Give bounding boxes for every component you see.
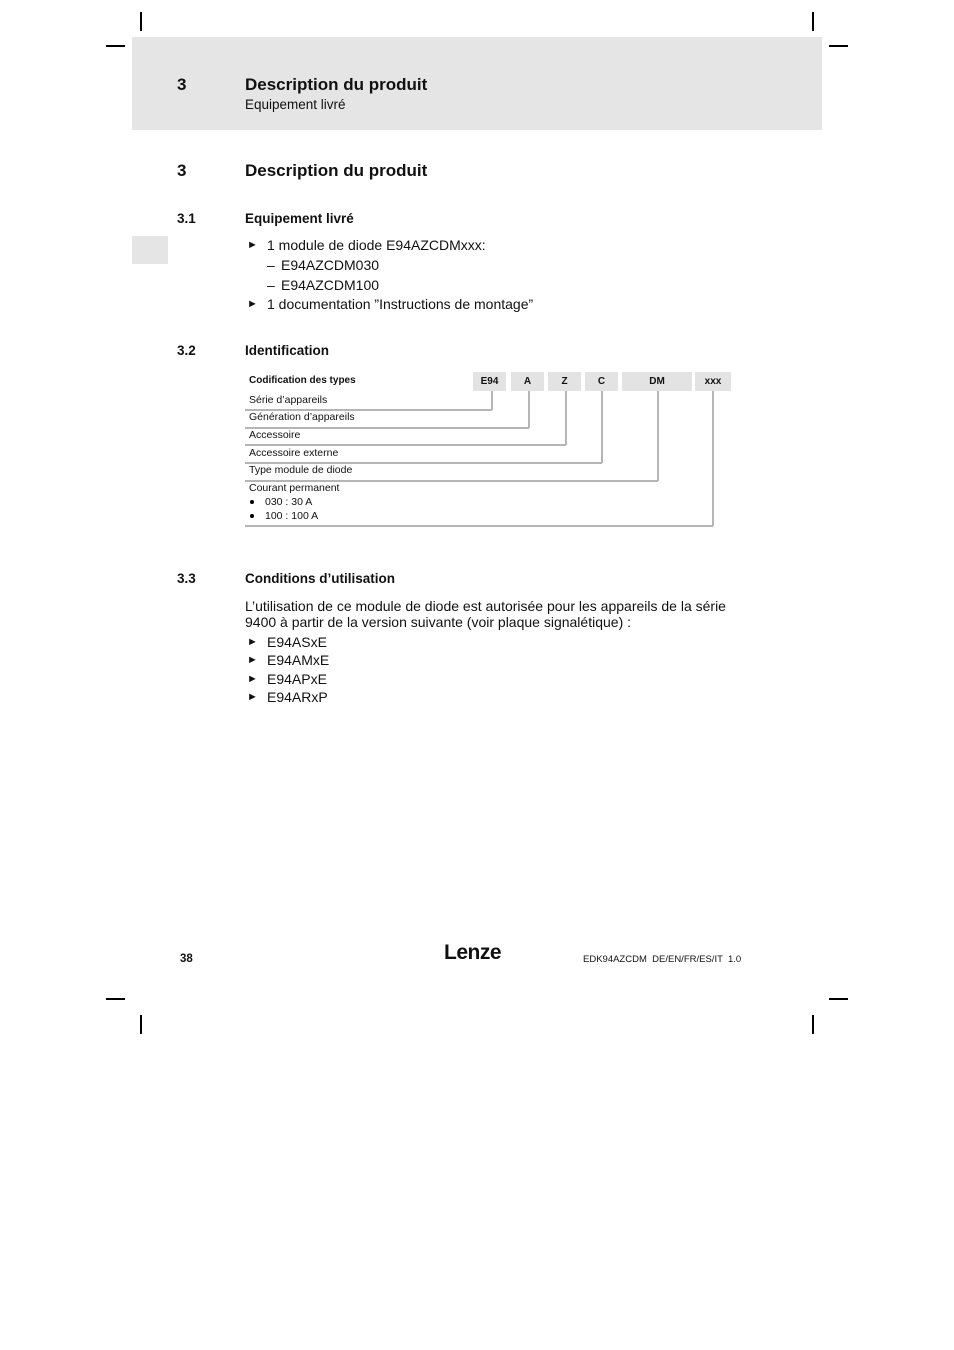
crop-mark <box>829 998 848 1000</box>
section-title: Identification <box>245 343 329 358</box>
code-cell: E94 <box>473 372 506 391</box>
document-id: EDK94AZCDM DE/EN/FR/ES/IT 1.0 <box>583 954 742 965</box>
sub-list-item: E94AZCDM030 <box>281 257 380 273</box>
running-header <box>132 37 822 130</box>
code-cell: DM <box>622 372 692 391</box>
dash-icon: – <box>267 257 275 273</box>
code-row-label: Courant permanent <box>249 482 340 494</box>
row-underline <box>245 525 713 527</box>
list-item: E94APxE <box>267 671 327 687</box>
connector-line <box>712 391 714 526</box>
row-underline <box>245 444 566 446</box>
crop-mark <box>140 1015 142 1034</box>
header-chapter-number: 3 <box>177 75 187 94</box>
section-number: 3.1 <box>177 211 196 226</box>
section-title: Equipement livré <box>245 211 354 226</box>
code-row-label: Type module de diode <box>249 464 353 476</box>
type-code-header: Codification des types <box>249 375 356 386</box>
connector-line <box>565 391 567 445</box>
crop-mark <box>106 45 125 47</box>
bullet-dot-icon <box>250 514 254 518</box>
page-number: 38 <box>180 953 193 965</box>
paragraph-line: 9400 à partir de la version suivante (voir plaque signalétique) : <box>245 614 632 630</box>
sub-list-item: E94AZCDM100 <box>281 277 380 293</box>
list-item: E94ASxE <box>267 634 327 650</box>
header-chapter-title: Description du produit <box>245 75 428 94</box>
code-row-label: Série d’appareils <box>249 394 328 406</box>
code-cell: xxx <box>695 372 731 391</box>
header-subtitle: Equipement livré <box>245 97 346 112</box>
code-row-label: Accessoire externe <box>249 447 339 459</box>
chapter-title: Description du produit <box>245 161 428 180</box>
bullet-arrow-icon: ► <box>247 239 258 251</box>
lenze-logo: Lenze <box>444 941 502 964</box>
list-item: 1 documentation ”Instructions de montage” <box>267 296 534 312</box>
list-item: 1 module de diode E94AZCDMxxx: <box>267 237 486 253</box>
section-number: 3.2 <box>177 343 196 358</box>
bullet-arrow-icon: ► <box>247 636 258 648</box>
paragraph-line: L’utilisation de ce module de diode est autorisée pour les appareils de la série <box>245 598 726 614</box>
list-item: E94AMxE <box>267 652 330 668</box>
chapter-number: 3 <box>177 161 187 180</box>
connector-line <box>491 391 493 410</box>
crop-mark <box>140 12 142 31</box>
section-title: Conditions d’utilisation <box>245 571 395 586</box>
bullet-arrow-icon: ► <box>247 298 258 310</box>
connector-line <box>657 391 659 481</box>
code-cell: C <box>585 372 618 391</box>
crop-mark <box>829 45 848 47</box>
crop-mark <box>812 12 814 31</box>
bullet-dot-icon <box>250 500 254 504</box>
code-cell: A <box>511 372 544 391</box>
crop-mark <box>106 998 125 1000</box>
connector-line <box>528 391 530 428</box>
list-item: E94ARxP <box>267 689 328 705</box>
current-option: 100 : 100 A <box>265 510 319 522</box>
dash-icon: – <box>267 277 275 293</box>
bullet-arrow-icon: ► <box>247 673 258 685</box>
current-option: 030 : 30 A <box>265 496 313 508</box>
section-number: 3.3 <box>177 571 196 586</box>
chapter-tab-marker <box>132 236 168 264</box>
connector-line <box>601 391 603 463</box>
code-cell: Z <box>548 372 581 391</box>
bullet-arrow-icon: ► <box>247 691 258 703</box>
code-row-label: Génération d’appareils <box>249 411 355 423</box>
bullet-arrow-icon: ► <box>247 654 258 666</box>
crop-mark <box>812 1015 814 1034</box>
code-row-label: Accessoire <box>249 429 301 441</box>
